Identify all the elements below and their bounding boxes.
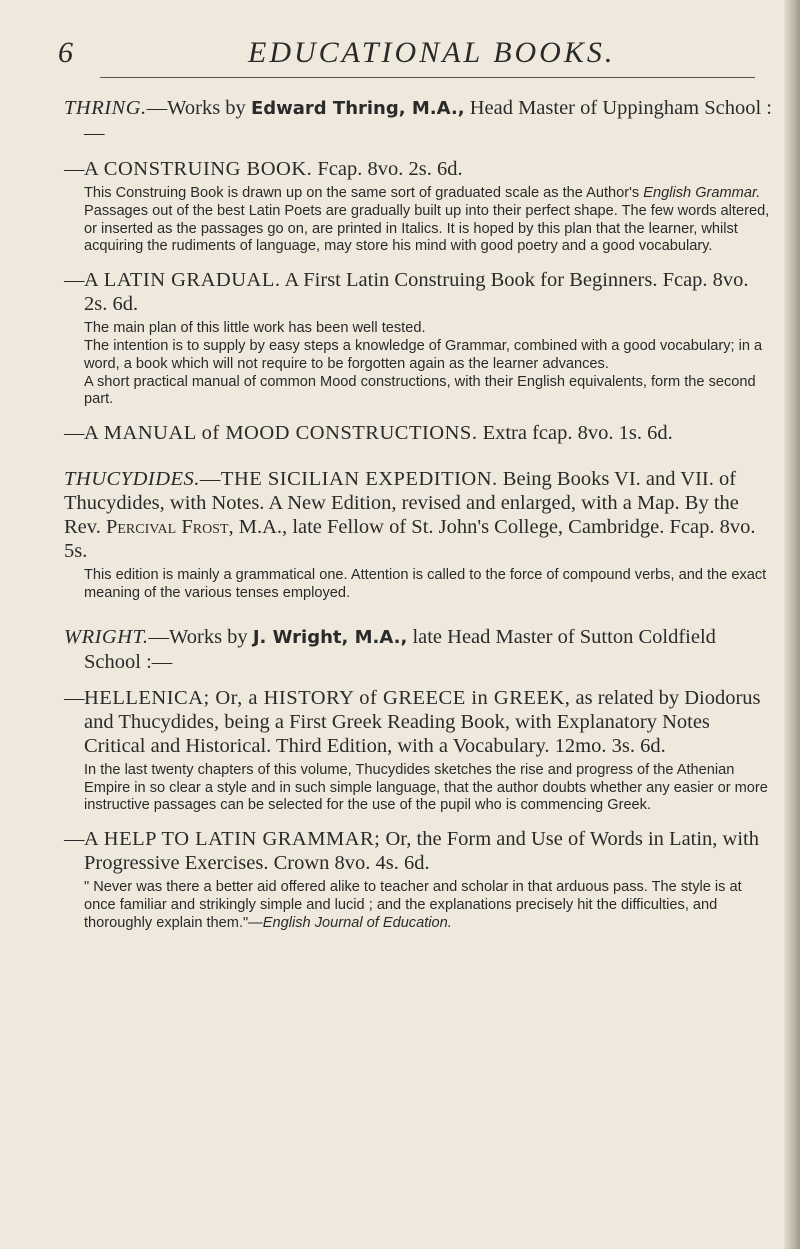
author-description: Head Master of Uppingham School :— bbox=[84, 97, 773, 144]
book-price: Fcap. 8vo. 2s. 6d. bbox=[317, 158, 463, 180]
dash: — bbox=[64, 686, 85, 709]
header-rule bbox=[100, 77, 755, 78]
book-heading bbox=[64, 827, 774, 875]
works-by-label: —Works by bbox=[146, 97, 246, 119]
book-hellenica bbox=[64, 686, 774, 815]
book-price: A First Latin Construing Book for Beginners. Fcap. 8vo. 2s. 6d. bbox=[84, 269, 749, 316]
page-content bbox=[64, 96, 774, 947]
entry-thring bbox=[64, 96, 774, 445]
entry-thucydides-heading bbox=[64, 467, 774, 563]
book-heading bbox=[64, 157, 774, 181]
book-heading bbox=[64, 268, 774, 316]
editor-name: Percival Frost, M.A., bbox=[105, 516, 288, 539]
dash: — bbox=[64, 828, 85, 851]
page-title: EDUCATIONAL BOOKS. bbox=[248, 36, 616, 69]
desc-text: This Construing Book is drawn up on the same sort of graduated scale as the Author's bbox=[84, 185, 644, 201]
book-title: A MANUAL of MOOD CONSTRUCTIONS. bbox=[84, 422, 478, 445]
entry-thucydides bbox=[64, 467, 774, 603]
book-construing bbox=[64, 157, 774, 256]
author-name: J. Wright, M.A., bbox=[252, 626, 408, 648]
book-heading bbox=[64, 421, 774, 445]
author-name: Edward Thring, M.A., bbox=[250, 98, 465, 119]
book-title: HELLENICA; Or, a HISTORY of GREECE in GREEK, bbox=[84, 686, 571, 709]
book-latin-gradual bbox=[64, 268, 774, 409]
quote-source: English Journal of Education. bbox=[262, 914, 452, 931]
book-title: A LATIN GRADUAL. bbox=[84, 269, 281, 292]
desc-italic: English Grammar. bbox=[643, 185, 761, 201]
book-description: In the last twenty chapters of this volume, Thucydides sketches the rise and progress of the Athenian Empire in so clear a style and in such simple language, that the author doubts whether any easier or more instructive passages can be selected for the use of the pupil who is commencing Greek. bbox=[84, 761, 768, 814]
book-text: Or, the Form and Use of Words in Latin, with Progressive Exercises. Crown 8vo. 4s. 6d. bbox=[84, 828, 760, 875]
entry-wright bbox=[64, 625, 774, 933]
entry-wright-heading bbox=[64, 625, 774, 674]
book-title: —THE SICILIAN EXPEDITION. bbox=[199, 468, 498, 491]
works-by-label: —Works by bbox=[148, 625, 248, 648]
dash: — bbox=[64, 422, 85, 445]
book-help-latin-grammar bbox=[64, 827, 774, 932]
book-description bbox=[84, 185, 774, 256]
quote-text: " Never was there a better aid offered alike to teacher and scholar in that arduous pass. The style is at once familiar and strikingly simple and lucid ; and the explanations precisely hit the difficulties, and thoroughly explain them."— bbox=[84, 879, 742, 931]
desc-text: Passages out of the best Latin Poets are gradually built up into their perfect shape. The few words altered, or inserted as the passages go on, are printed in Italics. It is hoped by this plan that the learner, whilst acquiring the rudiments of language, may store his mind with good poetry and a good vocabulary. bbox=[84, 202, 770, 255]
book-text: Being Books VI. and VII. of Thucydides, with Notes. A New Edition, revised and enlarged, with a Map. By the Rev. bbox=[64, 468, 739, 539]
book-title: A HELP TO LATIN GRAMMAR; bbox=[84, 828, 381, 851]
page-number: 6 bbox=[58, 36, 75, 69]
book-price: Extra fcap. 8vo. 1s. 6d. bbox=[482, 422, 673, 445]
book-description-3: A short practical manual of common Mood constructions, with their English equivalents, form the second part. bbox=[84, 373, 756, 408]
book-description-1: The main plan of this little work has been well tested. bbox=[84, 320, 426, 337]
dash: — bbox=[64, 269, 85, 292]
book-heading bbox=[64, 686, 774, 758]
page-edge bbox=[784, 0, 800, 1249]
book-text: late Fellow of St. John's College, Cambridge. Fcap. 8vo. 5s. bbox=[64, 516, 756, 563]
dash: — bbox=[64, 158, 85, 180]
book-mood-constructions bbox=[64, 421, 774, 445]
entry-thring-heading bbox=[64, 96, 774, 145]
author-surname: THUCYDIDES. bbox=[64, 468, 200, 491]
book-review-quote bbox=[84, 879, 774, 932]
book-title: A CONSTRUING BOOK. bbox=[84, 158, 313, 180]
book-text: as related by Diodorus and Thucydides, being a First Greek Reading Book, with Explanatory Notes Critical and Historical. Third Edition, with a Vocabulary. 12mo. 3s. 6d. bbox=[84, 686, 761, 757]
author-description: late Head Master of Sutton Coldfield School :— bbox=[84, 625, 716, 673]
book-description: This edition is mainly a grammatical one. Attention is called to the force of compound verbs, and the exact meaning of the various tenses employed. bbox=[84, 567, 767, 601]
author-surname: THRING. bbox=[64, 97, 147, 119]
author-surname: WRIGHT. bbox=[64, 625, 149, 648]
book-description-2: The intention is to supply by easy steps a knowledge of Grammar, combined with a good vocabulary; in a word, a book which will not require to be forgotten again as the learner advances. bbox=[84, 337, 763, 372]
